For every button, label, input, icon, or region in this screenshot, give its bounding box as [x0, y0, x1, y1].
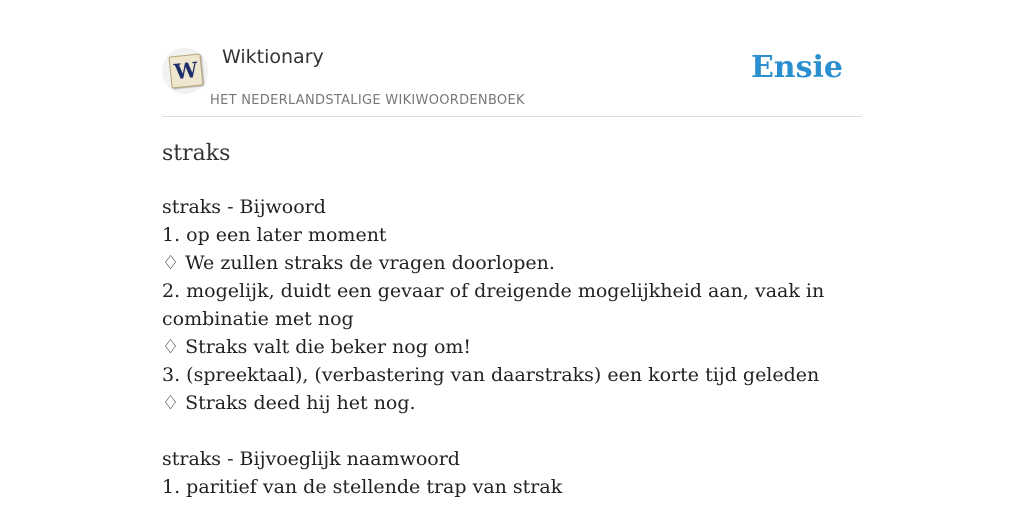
wiktionary-logo-icon: W — [168, 53, 203, 88]
section-heading: straks - Bijvoeglijk naamwoord — [162, 448, 460, 470]
definition-line: 1. paritief van de stellende trap van strak — [162, 476, 563, 498]
definition-line: 3. (spreektaal), (verbastering van daarstraks) een korte tijd geleden — [162, 364, 820, 386]
ensie-brand-link[interactable]: Ensie — [750, 50, 843, 85]
entry-section-bijwoord — [162, 193, 862, 417]
example-line: ♢ Straks valt die beker nog om! — [162, 336, 472, 358]
entry-content — [162, 138, 862, 501]
example-line: ♢ Straks deed hij het nog. — [162, 392, 416, 414]
section-spacer — [162, 417, 862, 445]
section-heading: straks - Bijwoord — [162, 196, 326, 218]
site-subtitle: HET NEDERLANDSTALIGE WIKIWOORDENBOEK — [210, 93, 525, 108]
definition-line: 2. mogelijk, duidt een gevaar of dreigende mogelijkheid aan, vaak in combinatie met nog — [162, 280, 825, 330]
site-title[interactable]: Wiktionary — [222, 46, 324, 68]
wiktionary-logo[interactable] — [162, 48, 208, 94]
example-line: ♢ We zullen straks de vragen doorlopen. — [162, 252, 555, 274]
site-header — [162, 0, 862, 117]
entry-section-bijvoeglijk-naamwoord — [162, 445, 862, 501]
page-title: straks — [162, 141, 231, 166]
definition-line: 1. op een later moment — [162, 224, 387, 246]
